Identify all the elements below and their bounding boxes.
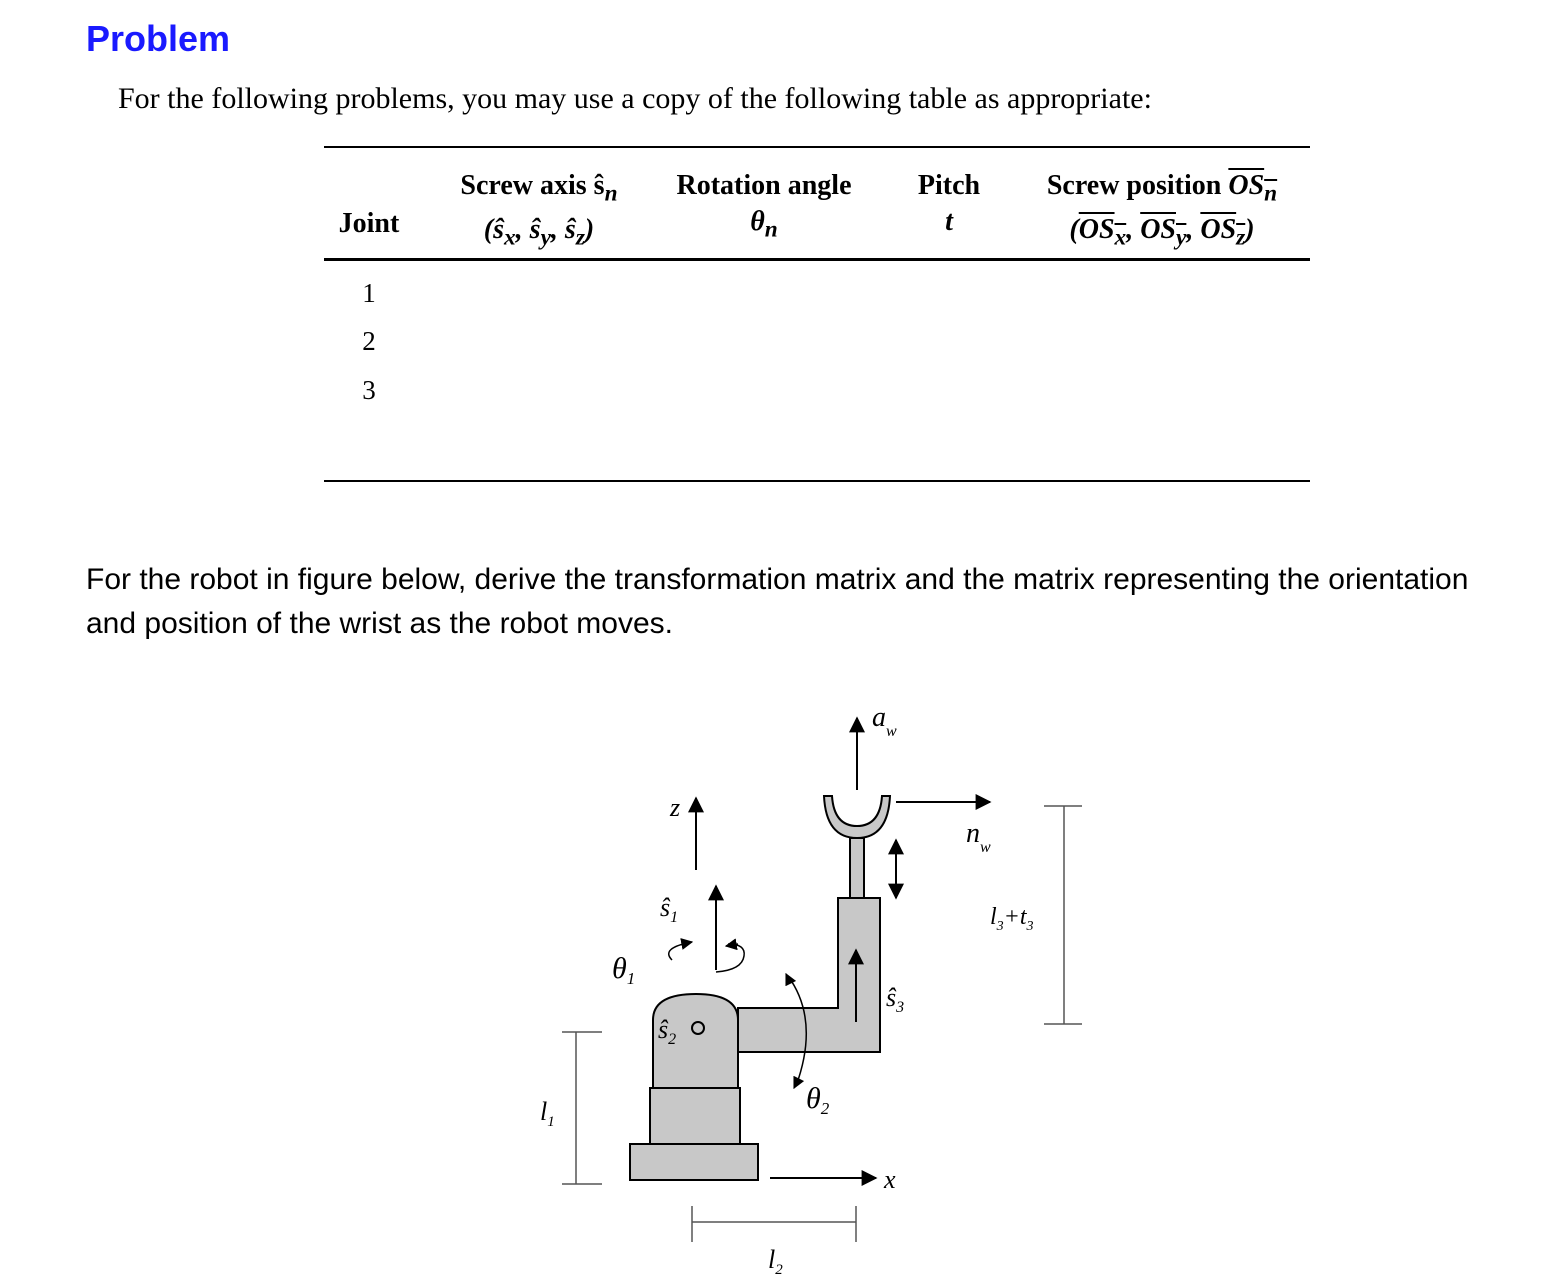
aw-label: $a_w$ [872,702,897,740]
table-row-1: 1 [362,278,376,308]
arm-link [738,898,880,1052]
base-column [650,1088,740,1144]
nw-label: $n_w$ [966,818,991,856]
l2-label: $l_2$ [768,1245,783,1278]
table-top-rule [324,146,1310,148]
theta1-rotation-arrowhead [726,944,738,946]
table-row-2: 2 [362,326,376,356]
question-text: For the robot in figure below, derive the transformation matrix and the matrix representing the orientation and position of the wrist as the robot moves. [86,563,1469,640]
s1-label: $ŝ_1$ [660,893,679,926]
theta1-rotation-arrow [669,942,692,960]
robot-figure [520,690,1140,1285]
z-axis-label: z [670,793,681,822]
problem-heading: Problem [86,18,231,59]
header-pitch: Pitch t [917,170,981,237]
l1-label: $l_1$ [540,1097,555,1130]
table-bottom-rule [324,480,1310,482]
header-joint: Joint [338,208,400,239]
table-row-3: 3 [362,375,376,405]
theta1-rotation-arc [716,944,744,972]
header-screw-axis: Screw axis $ŝ_n$ ($ŝ_x$, $ŝ_y$, $ŝ_z$) [460,170,618,251]
wrist-shaft [850,838,864,898]
header-screw-position: Screw position $OS_n$ ($OS_x$, $OS_y$, $OS_z$) [1046,170,1278,251]
intro-text: For the following problems, you may use a copy of the following table as appropriate: [118,82,1152,115]
robot-diagram [520,690,1140,1280]
theta1-label: $\theta_1$ [612,952,636,988]
s3-label: $ŝ_3$ [886,983,905,1016]
screw-table [324,146,1310,486]
l3t3-label: $l_3+t_3$ [990,904,1034,934]
header-rotation-angle: Rotation angle $\theta_n$ [676,170,852,243]
gripper [824,796,890,838]
x-axis-label: x [884,1165,896,1194]
theta2-label: $\theta_2$ [806,1082,830,1118]
s2-label: $ŝ_2$ [658,1015,677,1048]
table-header-rule [324,258,1310,261]
base-plate [630,1144,758,1180]
